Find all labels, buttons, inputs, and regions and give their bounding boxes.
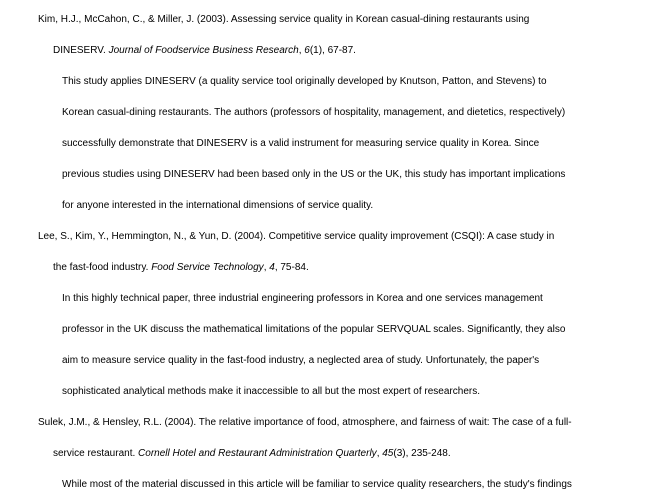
citation-1-journal: Journal of Foodservice Business Research: [108, 45, 299, 56]
citation-1-issue-pages: (1), 67-87.: [309, 45, 356, 56]
citation-3-line-1: Sulek, J.M., & Hensley, R.L. (2004). The relative importance of food, atmosphere, and fairness of wait: The case of a full-: [38, 417, 572, 428]
citation-2-line-1: Lee, S., Kim, Y., Hemmington, N., & Yun, D. (2004). Competitive service quality improvement (CSQI): A case study in: [38, 231, 555, 242]
annotation-1-line-2: Korean casual-dining restaurants. The authors (professors of hospitality, management, and dietetics, respectively): [62, 107, 566, 118]
citation-3-journal: Cornell Hotel and Restaurant Administration Quarterly: [138, 448, 377, 459]
annotation-1-line-3: successfully demonstrate that DINESERV is a valid instrument for measuring service quality in Korea. Since: [62, 138, 540, 149]
annotation-2-line-4: sophisticated analytical methods make it inaccessible to all but the most expert of researchers.: [62, 386, 480, 397]
citation-2-sep: ,: [263, 262, 270, 273]
citation-3-line-2: [53, 448, 451, 460]
annotation-2-line-3: aim to measure service quality in the fast-food industry, a neglected area of study. Unfortunately, the paper's: [62, 355, 540, 366]
annotation-2-line-2: professor in the UK discuss the mathematical limitations of the popular SERVQUAL scales. Significantly, they also: [62, 324, 566, 335]
citation-1-line-2: [53, 45, 356, 57]
citation-1-line-1: Kim, H.J., McCahon, C., & Miller, J. (2003). Assessing service quality in Korean casual-dining restaurants using: [38, 14, 530, 25]
citation-1-volume: 6: [304, 45, 310, 56]
annotation-2-line-1: In this highly technical paper, three industrial engineering professors in Korea and one services management: [62, 293, 543, 304]
citation-3-volume: 45: [382, 448, 394, 459]
citation-2-issue-pages: , 75-84.: [274, 262, 309, 273]
citation-2-volume: 4: [269, 262, 275, 273]
annotation-1-line-1: This study applies DINESERV (a quality service tool originally developed by Knutson, Patton, and Stevens) to: [62, 76, 547, 87]
citation-3-pre: service restaurant.: [53, 448, 139, 459]
citation-2-pre: the fast-food industry.: [53, 262, 152, 273]
citation-2-journal: Food Service Technology: [151, 262, 264, 273]
citation-1-sep: ,: [298, 45, 305, 56]
citation-3-sep: ,: [376, 448, 383, 459]
annotation-3-line-1: While most of the material discussed in this article will be familiar to service quality researchers, the study's findings: [62, 479, 572, 490]
citation-3-issue-pages: (3), 235-248.: [393, 448, 451, 459]
annotation-1-line-5: for anyone interested in the international dimensions of service quality.: [62, 200, 374, 211]
annotation-1-line-4: previous studies using DINESERV had been based only in the US or the UK, this study has important implications: [62, 169, 566, 180]
citation-1-pre: DINESERV.: [53, 45, 109, 56]
citation-2-line-2: [53, 262, 309, 274]
